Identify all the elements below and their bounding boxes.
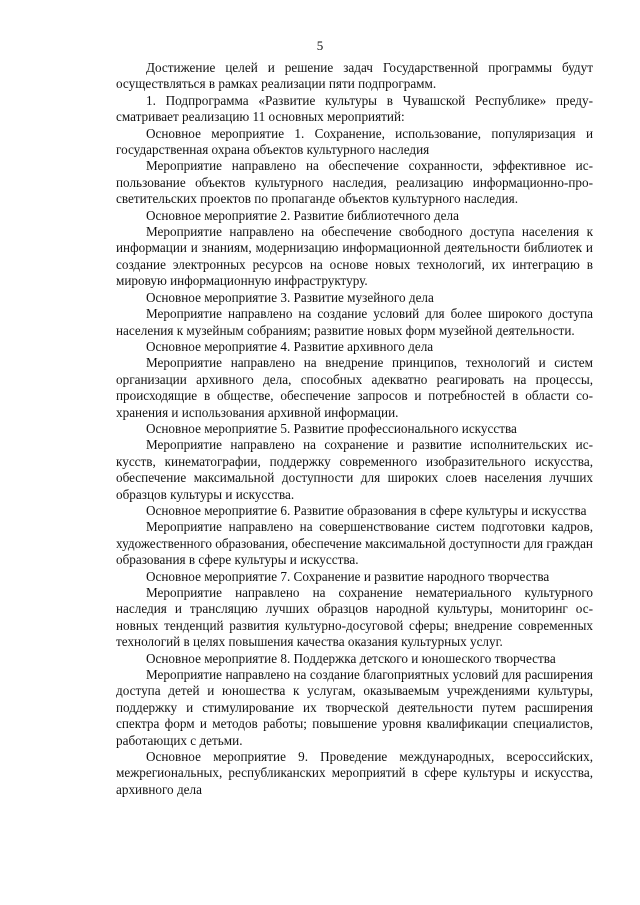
- document-body: [116, 60, 593, 798]
- measure-1-title: Основное мероприятие 1. Сохранение, использование, популяризация и государственная охрана объектов культурного наследия: [116, 125, 593, 158]
- measure-9-title: Основное мероприятие 9. Проведение международных, всероссийских, межрегиональных, республиканских мероприятий в сфере культуры и искусства, архивного дела: [116, 749, 593, 797]
- intro-paragraph: Достижение целей и решение задач Государственной программы будут осуществляться в рамках реализации пяти подпрограмм.: [116, 60, 593, 92]
- measure-2-title: Основное мероприятие 2. Развитие библиотечного дела: [146, 207, 459, 223]
- measure-6-description: Мероприятие направлено на совершенствование систем подготовки кадров, художественного образования, обеспечение максимальной доступности для граждан образования в сфере культуры и искусства.: [116, 519, 593, 568]
- measure-4-description: Мероприятие направлено на внедрение принципов, технологий и систем организации архивного дела, способных адекватно реагировать на процессы, происходящие в обществе, обеспечение запросов и потребностей в области сохранения и использования архивной информации.: [116, 355, 593, 420]
- measure-2-description: Мероприятие направлено на обеспечение свободного доступа населения к информации и знаниям, модернизацию информационной деятельности библиотек и создание электронных ресурсов на основе новых технологий, их интеграцию в мировую информационную инфраструктуру.: [116, 224, 593, 289]
- measure-4-title: Основное мероприятие 4. Развитие архивного дела: [146, 338, 434, 354]
- measure-7-title: Основное мероприятие 7. Сохранение и развитие народного творчества: [146, 568, 550, 584]
- measure-3-title: Основное мероприятие 3. Развитие музейного дела: [146, 289, 434, 305]
- measure-3-description: Мероприятие направлено на создание условий для более широкого доступа населения к музейным собраниям; развитие новых форм музейной деятельности.: [116, 306, 593, 338]
- page-number: 5: [316, 38, 324, 53]
- measure-5-description: Мероприятие направлено на сохранение и развитие исполнительских искусств, кинематографии, поддержку современного изобразительного искусства, обеспечение максимальной доступности для широких слоев населения лучших образцов культуры и искусства.: [116, 437, 593, 502]
- measure-6-title: Основное мероприятие 6. Развитие образования в сфере культуры и искусства: [146, 502, 587, 518]
- measure-8-title: Основное мероприятие 8. Поддержка детского и юношеского творчества: [146, 650, 556, 666]
- measure-8-description: Мероприятие направлено на создание благоприятных условий для расширения доступа детей и юношества к услугам, оказываемым учреждениями культуры, поддержку и стимулирование их творческой деятельности путем расширения спектра форм и методов работы; повышение уровня квалификации специалистов, работающих с детьми.: [116, 667, 593, 748]
- measure-5-title: Основное мероприятие 5. Развитие профессионального искусства: [146, 420, 517, 436]
- measure-1-description: Мероприятие направлено на обеспечение сохранности, эффективное использование объектов культурного наследия, реализацию информационно-просветительских проектов по пропаганде объектов культурного наследия.: [116, 158, 593, 207]
- subprogram-heading: 1. Подпрограмма «Развитие культуры в Чувашской Республике» предусматривает реализацию 11 основных мероприятий:: [116, 92, 593, 125]
- measure-7-description: Мероприятие направлено на сохранение нематериального культурного наследия и трансляцию лучших образцов народной культуры, мониторинг основных тенденций развития культурно-досуговой сферы; внедрение современных технологий в целях повышения качества оказания культурных услуг.: [116, 585, 593, 650]
